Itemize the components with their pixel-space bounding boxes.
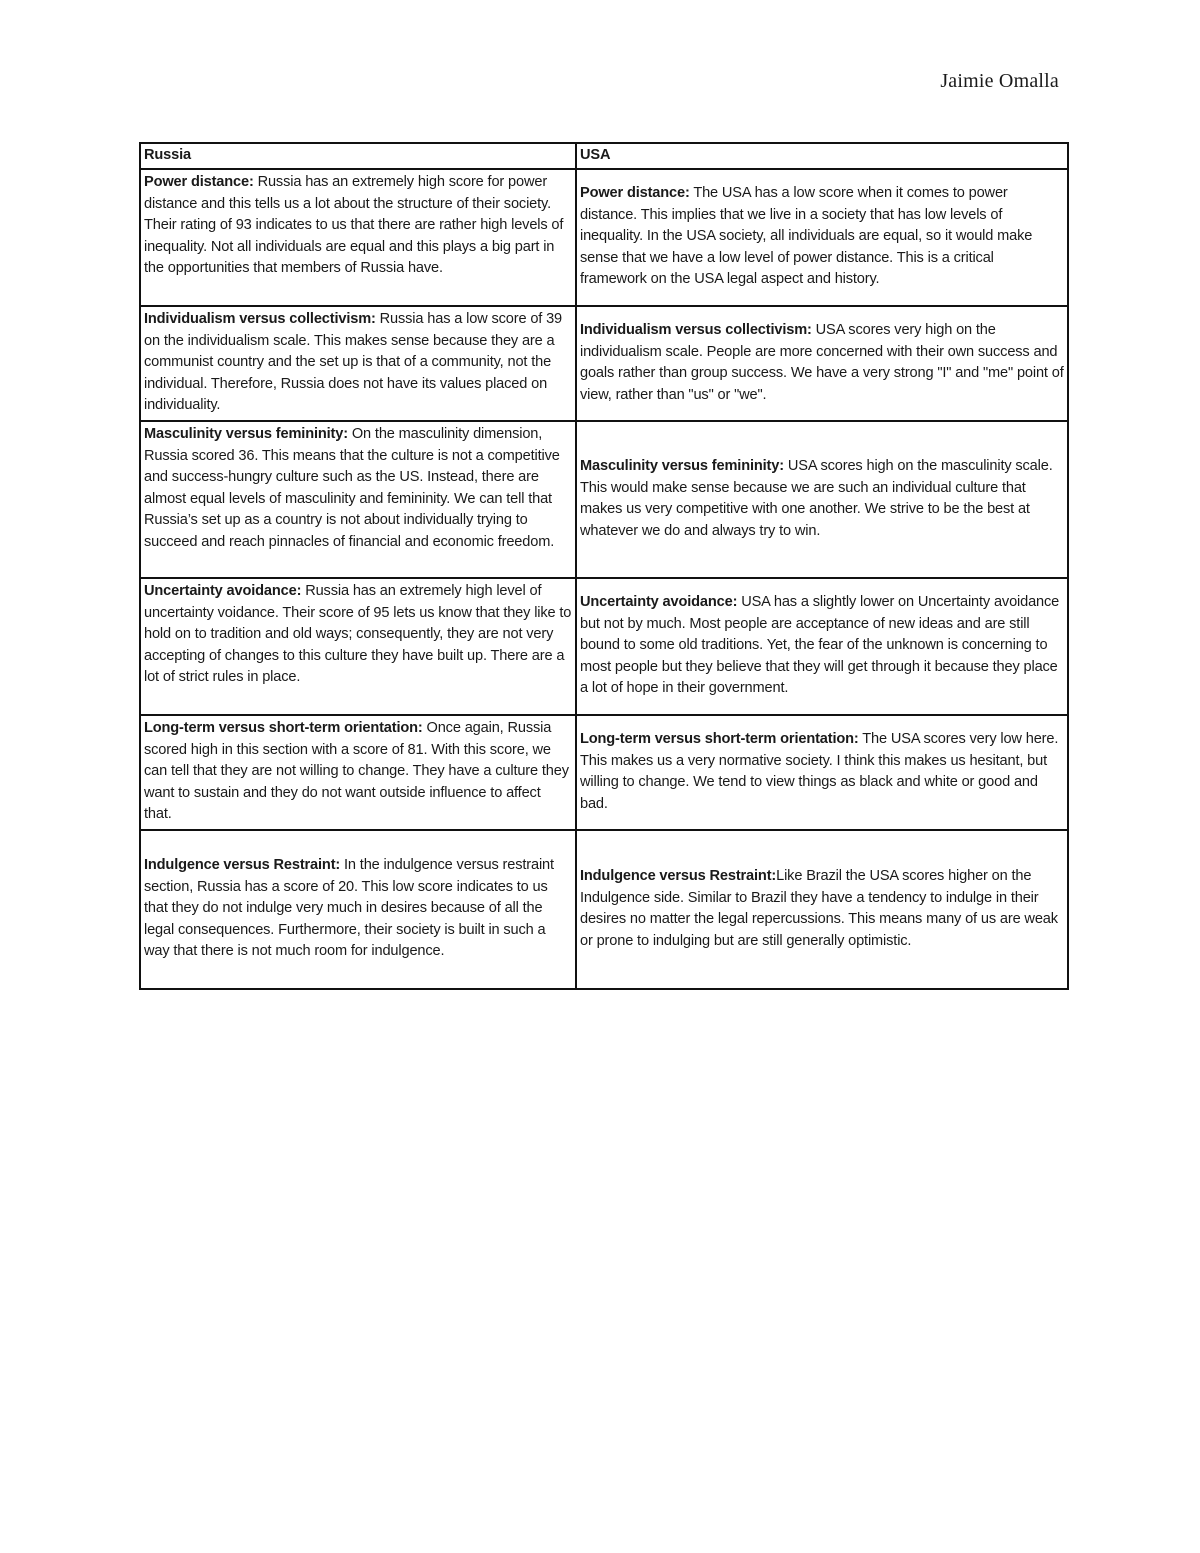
table-row (140, 169, 1068, 306)
usa-cell (576, 830, 1068, 989)
dimension-term: Uncertainty avoidance: (580, 594, 738, 611)
usa-cell (576, 306, 1068, 421)
dimension-term: Masculinity versus femininity: (144, 426, 348, 442)
table-row (140, 830, 1068, 989)
russia-cell (140, 169, 576, 306)
table-row (140, 578, 1068, 715)
dimension-term: Individualism versus collectivism: (144, 311, 376, 327)
dimension-term: Power distance: (580, 185, 690, 202)
dimension-term: Long-term versus short-term orientation: (144, 720, 423, 736)
dimension-text: On the masculinity dimension, Russia scored 36. This means that the culture is not a competitive and success-hungry culture such as the US. Instead, there are almost equal levels of masculinity and femininity. We can tell that Russia’s set up as a country is not about individually trying to succeed and reach pinnacles of financial and economic freedom. (144, 426, 560, 550)
comparison-table (139, 142, 1069, 990)
usa-cell (576, 578, 1068, 715)
dimension-text: Russia has a low score of 39 on the individualism scale. This makes sense because they are a communist country and the set up is that of a community, not the individual. Therefore, Russia does not have its values placed on individuality. (144, 311, 563, 413)
dimension-text: The USA scores very low here. This makes us a very normative society. I think this makes us hesitant, but willing to change. We tend to view things as black and white or good and bad. (580, 731, 1059, 812)
dimension-term: Indulgence versus Restraint: (580, 868, 777, 884)
dimension-text: In the indulgence versus restraint section, Russia has a score of 20. This low score indicates to us that they do not indulge very much in desires because of all the legal consequences. Furthermore, their society is built in such a way that there is not much room for indulgence. (144, 857, 554, 960)
dimension-text: USA scores high on the masculinity scale. This would make sense because we are such an individual culture that makes us very competitive with one another. We strive to be the best at whatever we do and always try to win. (580, 458, 1053, 539)
dimension-text: Once again, Russia scored high in this section with a score of 81. With this score, we can tell that they are not willing to change. They have a culture they want to sustain and they do not want outside influence to affect that. (144, 720, 569, 822)
dimension-text: Russia has an extremely high level of uncertainty voidance. Their score of 95 lets us know that they like to hold on to tradition and old ways; consequently, they are not very accepting of changes to this culture they have built up. There are a lot of strict rules in place. (144, 583, 572, 685)
header-russia: Russia (140, 143, 576, 169)
dimension-term: Power distance: (144, 174, 254, 190)
russia-cell (140, 830, 576, 989)
dimension-term: Indulgence versus Restraint: (144, 857, 341, 874)
author-name: Jaimie Omalla (940, 70, 1059, 92)
header-usa: USA (576, 143, 1068, 169)
russia-cell (140, 306, 576, 421)
dimension-text: Like Brazil the USA scores higher on the Indulgence side. Similar to Brazil they have a tendency to indulge in their desires no matter the legal repercussions. This means many of us are weak or prone to indulging but are still generally optimistic. (580, 868, 1058, 949)
usa-cell (576, 715, 1068, 830)
usa-cell (576, 421, 1068, 578)
russia-cell (140, 578, 576, 715)
dimension-text: USA has a slightly lower on Uncertainty avoidance but not by much. Most people are acceptance of new ideas and are still bound to some old traditions. Yet, the fear of the unknown is concerning to most people but they believe that they will get through it because they place a lot of hope in their government. (580, 594, 1060, 697)
table-row (140, 715, 1068, 830)
russia-cell (140, 715, 576, 830)
table-header-row (140, 143, 1068, 169)
dimension-term: Long-term versus short-term orientation: (580, 731, 859, 747)
dimension-term: Masculinity versus femininity: (580, 458, 784, 474)
table-row (140, 306, 1068, 421)
dimension-term: Individualism versus collectivism: (580, 322, 812, 338)
dimension-text: Russia has an extremely high score for power distance and this tells us a lot about the structure of their society. Their rating of 93 indicates to us that there are rather high levels of inequality. Not all individuals are equal and this plays a big part in the opportunities that members of Russia have. (144, 174, 564, 276)
table-row (140, 421, 1068, 578)
usa-cell (576, 169, 1068, 306)
russia-cell (140, 421, 576, 578)
dimension-text: USA scores very high on the individualism scale. People are more concerned with their own success and goals rather than group success. We have a very strong "I" and "me" point of view, rather than "us" or "we". (580, 322, 1064, 403)
dimension-text: The USA has a low score when it comes to power distance. This implies that we live in a society that has low levels of inequality. In the USA society, all individuals are equal, so it would make sense that we have a low level of power distance. This is a critical framework on the USA legal aspect and history. (580, 185, 1033, 288)
dimension-term: Uncertainty avoidance: (144, 583, 302, 599)
